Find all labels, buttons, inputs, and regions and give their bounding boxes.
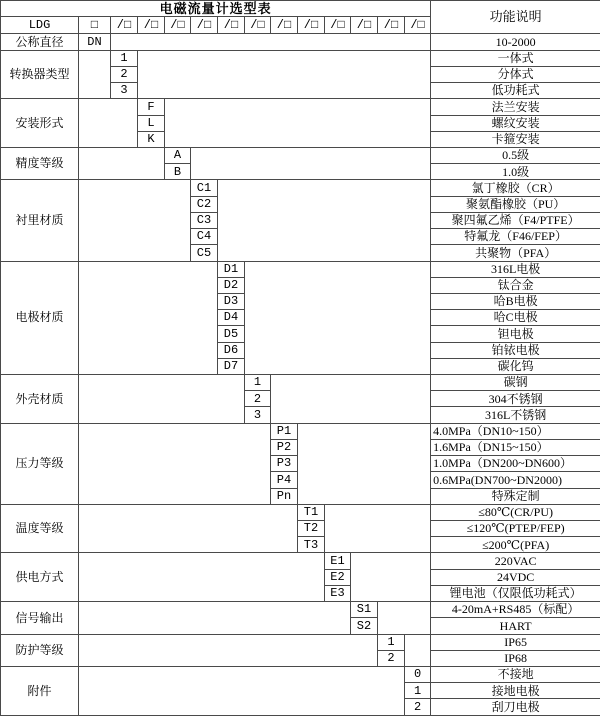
model-slot: /□ <box>405 17 431 34</box>
description-cell: IP68 <box>431 650 600 666</box>
spacer-cell <box>79 634 378 666</box>
code-cell: P3 <box>271 456 298 472</box>
code-cell: D2 <box>218 277 245 293</box>
spacer-cell <box>245 261 431 375</box>
section-label: 精度等级 <box>1 147 79 179</box>
code-cell: F <box>138 99 165 115</box>
description-cell: 锂电池（仅限低功耗式） <box>431 585 600 601</box>
code-cell: C5 <box>191 245 218 261</box>
spacer-cell <box>79 50 111 99</box>
model-slot: /□ <box>271 17 298 34</box>
code-cell: Pn <box>271 488 298 504</box>
code-cell: T1 <box>298 504 325 520</box>
model-first-box: □ <box>79 17 111 34</box>
section-label: 衬里材质 <box>1 180 79 261</box>
model-slot: /□ <box>165 17 191 34</box>
description-cell: 4.0MPa（DN10~150） <box>431 423 600 439</box>
spacer-cell <box>79 602 351 634</box>
description-cell: 法兰安装 <box>431 99 600 115</box>
code-cell: S1 <box>351 602 378 618</box>
table-row <box>1 180 600 196</box>
description-cell: 哈B电极 <box>431 293 600 309</box>
model-slot: /□ <box>111 17 138 34</box>
code-cell: 1 <box>245 375 271 391</box>
code-cell: 1 <box>111 50 138 66</box>
code-cell: C4 <box>191 229 218 245</box>
code-cell: A <box>165 147 191 163</box>
description-cell: 0.6MPa(DN700~DN2000) <box>431 472 600 488</box>
code-cell: D7 <box>218 358 245 374</box>
section-label: 安装形式 <box>1 99 79 148</box>
section-label: 附件 <box>1 666 79 715</box>
section-label: 防护等级 <box>1 634 79 666</box>
model-slot: /□ <box>218 17 245 34</box>
description-cell: 碳化钨 <box>431 358 600 374</box>
section-label: 信号输出 <box>1 602 79 634</box>
description-cell: 哈C电极 <box>431 310 600 326</box>
table-row <box>1 634 600 650</box>
description-cell: 聚四氟乙烯（F4/PTFE） <box>431 212 600 228</box>
code-cell: 0 <box>405 666 431 682</box>
code-cell: K <box>138 131 165 147</box>
spacer-cell <box>79 423 271 504</box>
code-cell: T3 <box>298 537 325 553</box>
spacer-cell <box>405 634 431 666</box>
table-row <box>1 34 600 50</box>
description-cell: 304不锈钢 <box>431 391 600 407</box>
spacer-cell <box>79 553 325 602</box>
model-slot: /□ <box>378 17 405 34</box>
code-cell: DN <box>79 34 111 50</box>
spacer-cell <box>138 50 431 99</box>
section-label: 外壳材质 <box>1 375 79 424</box>
spacer-cell <box>271 375 431 424</box>
spacer-cell <box>79 147 165 179</box>
spacer-cell <box>79 261 218 375</box>
spacer-cell <box>79 504 298 553</box>
code-cell: 3 <box>245 407 271 423</box>
description-cell: 刮刀电极 <box>431 699 600 716</box>
table-row <box>1 261 600 277</box>
code-cell: E1 <box>325 553 351 569</box>
code-cell: L <box>138 115 165 131</box>
code-cell: C3 <box>191 212 218 228</box>
description-cell: HART <box>431 618 600 634</box>
spacer-cell <box>79 180 191 261</box>
code-cell: P2 <box>271 439 298 455</box>
table-row <box>1 504 600 520</box>
spacer-cell <box>79 666 405 715</box>
code-cell: E3 <box>325 585 351 601</box>
description-cell: 220VAC <box>431 553 600 569</box>
description-cell: 1.0MPa（DN200~DN600） <box>431 456 600 472</box>
description-cell: 特殊定制 <box>431 488 600 504</box>
model-slot: /□ <box>298 17 325 34</box>
code-cell: 1 <box>405 683 431 699</box>
table-row <box>1 423 600 439</box>
code-cell: 1 <box>378 634 405 650</box>
description-cell: 聚氨酯橡胶（PU） <box>431 196 600 212</box>
title-row <box>1 1 600 17</box>
code-cell: E2 <box>325 569 351 585</box>
code-cell: D6 <box>218 342 245 358</box>
code-cell: B <box>165 164 191 180</box>
code-cell: P4 <box>271 472 298 488</box>
code-cell: 2 <box>378 650 405 666</box>
code-cell: C1 <box>191 180 218 196</box>
description-cell: 不接地 <box>431 666 600 682</box>
spacer-cell <box>298 423 431 504</box>
table-row <box>1 666 600 682</box>
description-cell: 铂铱电极 <box>431 342 600 358</box>
table-body <box>1 1 600 716</box>
model-slot: /□ <box>245 17 271 34</box>
description-cell: 316L不锈钢 <box>431 407 600 423</box>
model-prefix: LDG <box>1 17 79 34</box>
table-row <box>1 602 600 618</box>
code-cell: 2 <box>405 699 431 716</box>
description-cell: 共聚物（PFA） <box>431 245 600 261</box>
description-cell: IP65 <box>431 634 600 650</box>
spacer-cell <box>378 602 431 634</box>
table-row <box>1 147 600 163</box>
description-cell: 一体式 <box>431 50 600 66</box>
description-cell: 分体式 <box>431 66 600 82</box>
description-cell: 24VDC <box>431 569 600 585</box>
description-cell: 316L电极 <box>431 261 600 277</box>
code-cell: D5 <box>218 326 245 342</box>
spacer-cell <box>325 504 431 553</box>
model-slot: /□ <box>325 17 351 34</box>
spacer-cell <box>218 180 431 261</box>
description-cell: 4-20mA+RS485（标配） <box>431 602 600 618</box>
description-cell: 10-2000 <box>431 34 600 50</box>
spacer-cell <box>191 147 431 179</box>
description-cell: 卡箍安装 <box>431 131 600 147</box>
code-cell: D3 <box>218 293 245 309</box>
section-label: 电极材质 <box>1 261 79 375</box>
description-cell: 钽电极 <box>431 326 600 342</box>
code-cell: P1 <box>271 423 298 439</box>
description-cell: 接地电极 <box>431 683 600 699</box>
description-cell: ≤200℃(PFA) <box>431 537 600 553</box>
code-cell: S2 <box>351 618 378 634</box>
code-cell: D1 <box>218 261 245 277</box>
code-cell: 2 <box>245 391 271 407</box>
model-slot: /□ <box>191 17 218 34</box>
description-cell: ≤120℃(PTEP/FEP) <box>431 521 600 537</box>
section-label: 压力等级 <box>1 423 79 504</box>
code-cell: T2 <box>298 521 325 537</box>
description-cell: 氯丁橡胶（CR） <box>431 180 600 196</box>
code-cell: 2 <box>111 66 138 82</box>
spacer-cell <box>351 553 431 602</box>
table-row <box>1 375 600 391</box>
table-row <box>1 99 600 115</box>
table-row <box>1 553 600 569</box>
description-cell: ≤80℃(CR/PU) <box>431 504 600 520</box>
section-label: 温度等级 <box>1 504 79 553</box>
section-label: 公称直径 <box>1 34 79 50</box>
code-cell: C2 <box>191 196 218 212</box>
code-cell: D4 <box>218 310 245 326</box>
description-cell: 螺纹安装 <box>431 115 600 131</box>
model-slot: /□ <box>351 17 378 34</box>
table-title: 电磁流量计选型表 <box>1 1 431 17</box>
spacer-cell <box>79 99 138 148</box>
description-cell: 1.6MPa（DN15~150） <box>431 439 600 455</box>
description-cell: 碳钢 <box>431 375 600 391</box>
description-cell: 特氟龙（F46/FEP） <box>431 229 600 245</box>
section-label: 转换器类型 <box>1 50 79 99</box>
description-cell: 钛合金 <box>431 277 600 293</box>
code-cell: 3 <box>111 83 138 99</box>
description-cell: 1.0级 <box>431 164 600 180</box>
function-column-header: 功能说明 <box>431 1 600 34</box>
spacer-cell <box>79 375 245 424</box>
section-label: 供电方式 <box>1 553 79 602</box>
description-cell: 0.5级 <box>431 147 600 163</box>
spacer-cell <box>165 99 431 148</box>
model-slot: /□ <box>138 17 165 34</box>
table-row <box>1 50 600 66</box>
spacer-cell <box>111 34 431 50</box>
description-cell: 低功耗式 <box>431 83 600 99</box>
